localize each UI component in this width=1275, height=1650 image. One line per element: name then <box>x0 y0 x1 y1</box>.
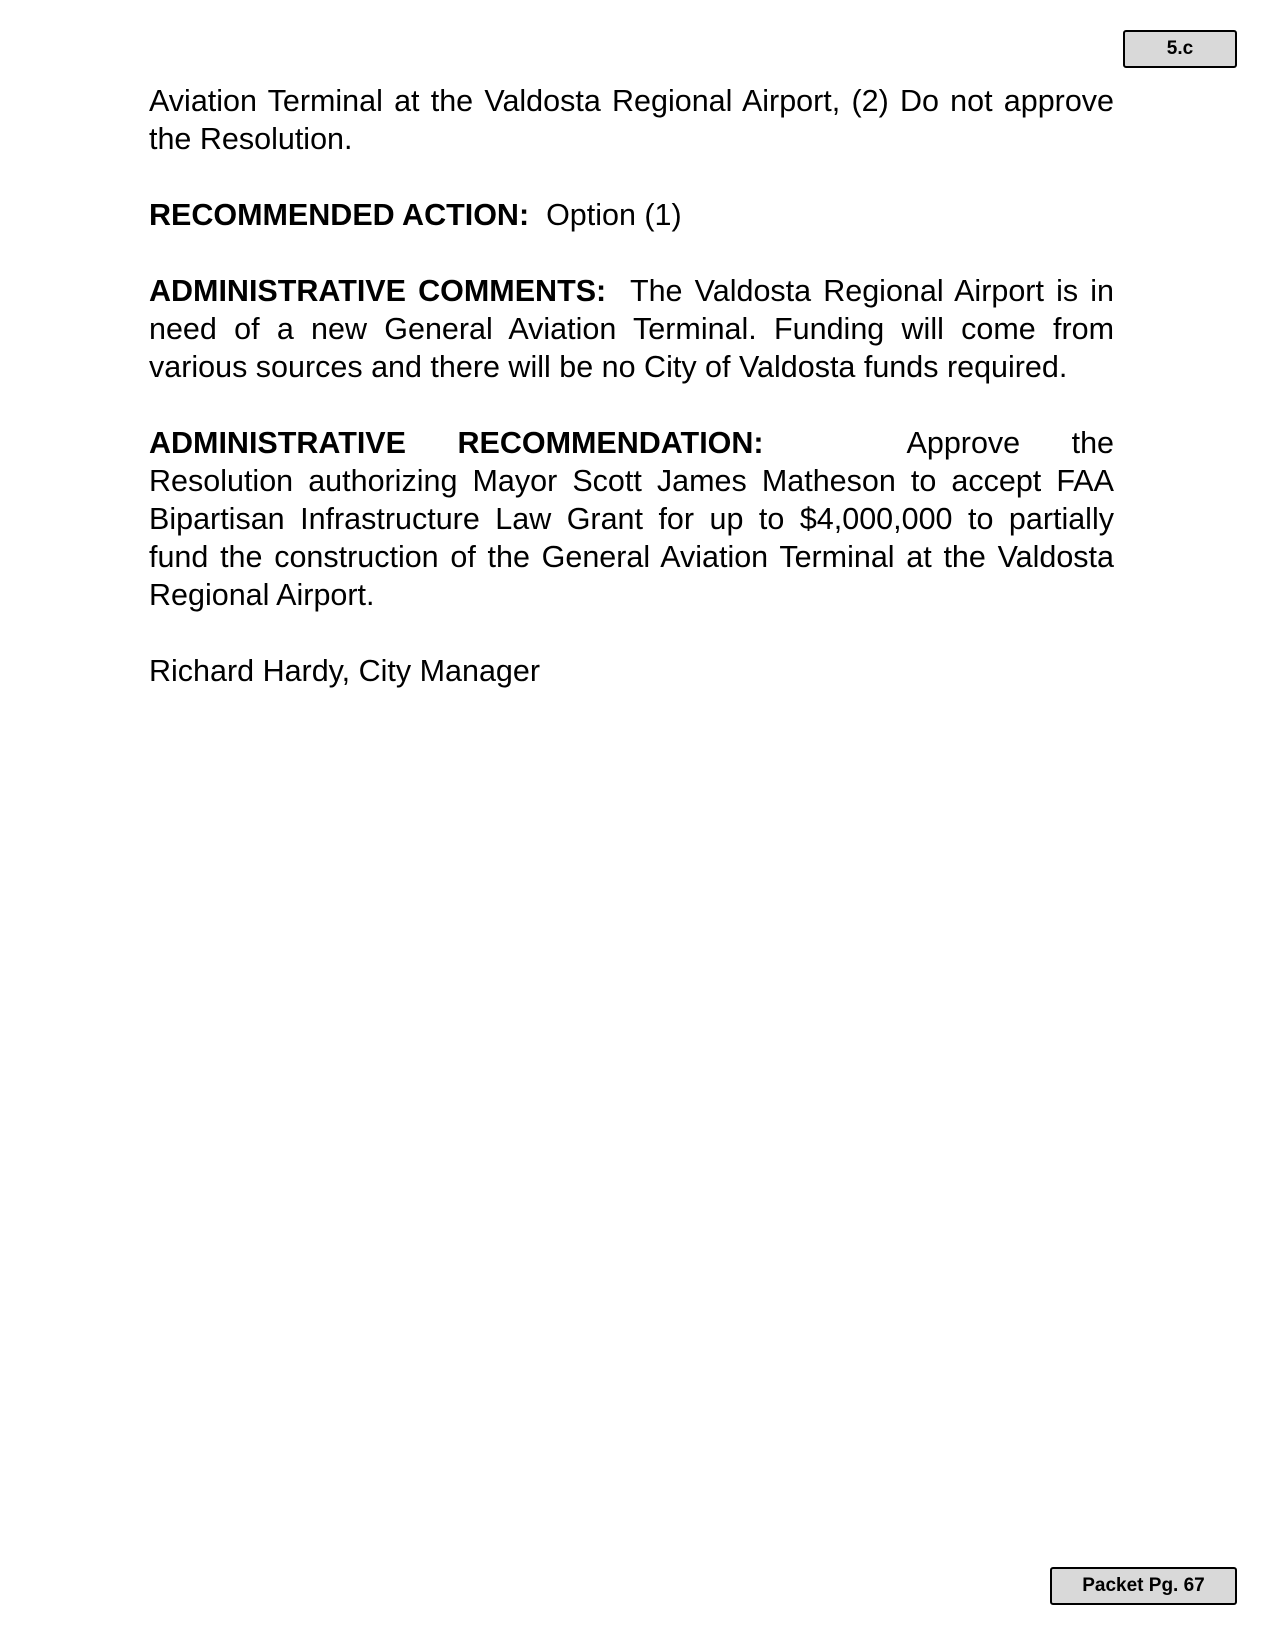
administrative-recommendation-label-word-1: ADMINISTRATIVE <box>149 426 406 460</box>
administrative-recommendation-text-word-2: the <box>1071 426 1114 460</box>
administrative-recommendation-text: Resolution authorizing Mayor Scott James Matheson to accept FAA Bipartisan Infrastructure Law Grant for up to $4,000,000 to partially fund the construction of the General Aviation Terminal at the Valdosta Regional Airport. <box>149 464 1114 612</box>
signature-line: Richard Hardy, City Manager <box>149 654 540 688</box>
document-body <box>149 82 1114 690</box>
recommended-action-text: Option (1) <box>546 198 682 232</box>
administrative-comments-text: The Valdosta Regional Airport is in need of a new General Aviation Terminal. Funding will come from various sources and there will be no City of Valdosta funds required. <box>149 274 1114 384</box>
administrative-comments-paragraph <box>149 272 1114 386</box>
packet-page-badge: Packet Pg. 67 <box>1050 1567 1237 1605</box>
administrative-recommendation-text-word-1: Approve <box>906 426 1021 460</box>
administrative-recommendation-first-line <box>149 424 1114 462</box>
recommended-action-paragraph <box>149 196 1114 234</box>
administrative-recommendation-paragraph <box>149 424 1114 614</box>
administrative-recommendation-label-word-2: RECOMMENDATION: <box>457 426 764 460</box>
intro-paragraph: Aviation Terminal at the Valdosta Regional Airport, (2) Do not approve the Resolution. <box>149 84 1114 156</box>
recommended-action-label: RECOMMENDED ACTION: <box>149 198 530 232</box>
label-spacer <box>815 424 855 462</box>
item-number-badge: 5.c <box>1123 30 1237 68</box>
administrative-comments-label: ADMINISTRATIVE COMMENTS: <box>149 274 607 308</box>
